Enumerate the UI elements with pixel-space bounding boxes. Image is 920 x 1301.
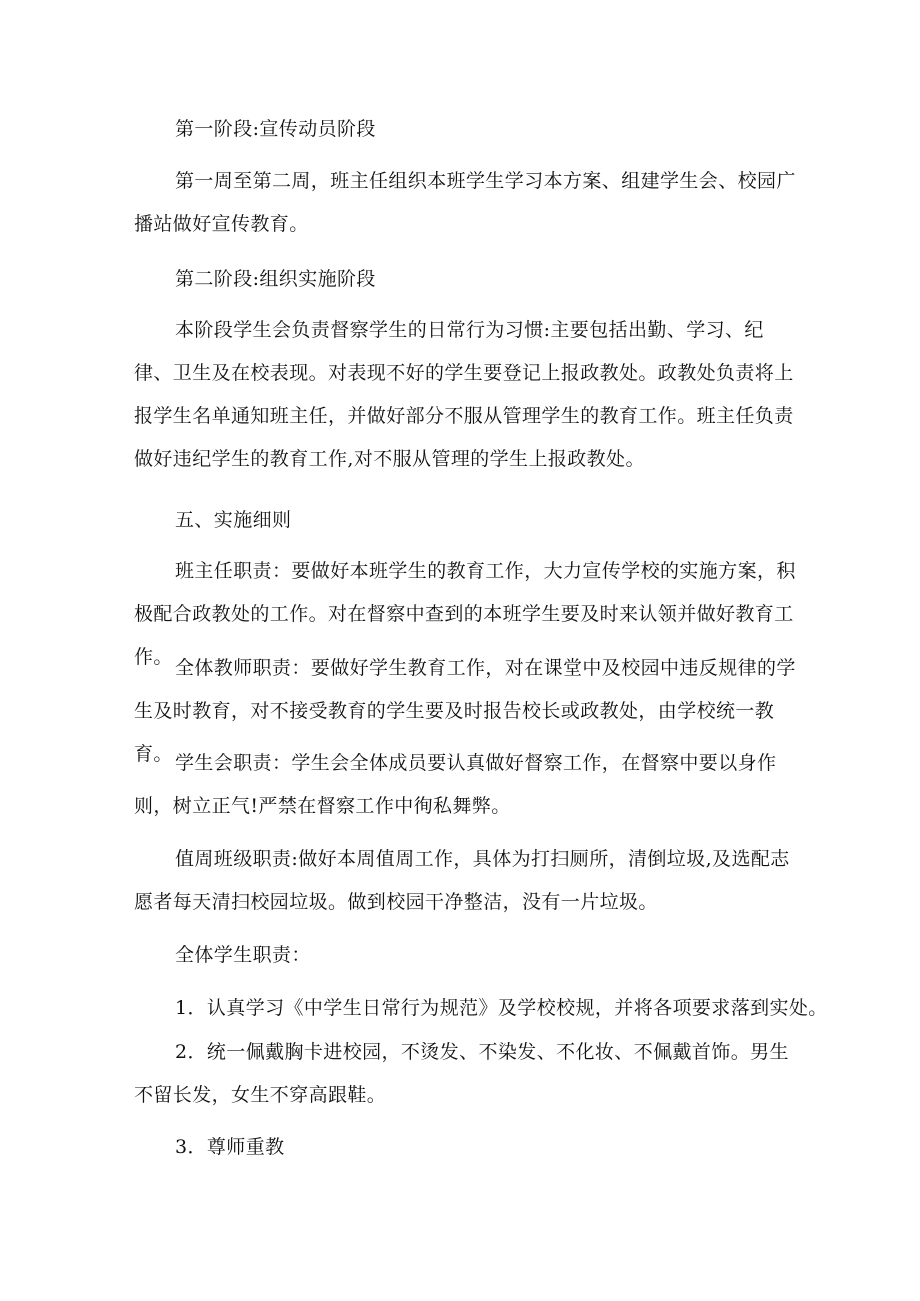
stage-two-paragraph: 本阶段学生会负责督察学生的日常行为习惯:主要包括出勤、学习、纪律、卫生及在校表现。对表现不好的学生要登记上报政教处。政教处负责将上报学生名单通知班主任，并做好部分不服从管理学生的教育工作。班主任负责做好违纪学生的教育工作,对不服从管理的学生上报政教处。 [134,319,794,470]
implementation-rules-heading: 五、实施细则 [175,509,292,531]
student-duty-item-1: 1．认真学习《中学生日常行为规范》及学校校规，并将各项要求落到实处。 [175,997,828,1019]
student-union-duties-paragraph: 学生会职责：学生会全体成员要认真做好督察工作，在督察中要以身作则，树立正气!严禁在督察工作中徇私舞弊。 [134,752,777,817]
student-duty-item-3: 3．尊师重教 [175,1136,285,1158]
all-students-duties-heading: 全体学生职责： [175,944,311,966]
duty-class-duties-paragraph: 值周班级职责:做好本周值周工作，具体为打扫厕所，清倒垃圾,及选配志愿者每天清扫校园垃圾。做到校园干净整洁，没有一片垃圾。 [134,848,790,913]
stage-one-heading: 第一阶段:宣传动员阶段 [175,118,376,140]
stage-one-paragraph: 第一周至第二周，班主任组织本班学生学习本方案、组建学生会、校园广播站做好宣传教育。 [134,170,796,235]
stage-two-heading: 第二阶段:组织实施阶段 [175,268,376,290]
student-duty-item-2: 2．统一佩戴胸卡进校园，不烫发、不染发、不化妆、不佩戴首饰。男生不留长发，女生不穿高跟鞋。 [134,1041,789,1106]
all-teachers-duties-paragraph: 全体教师职责：要做好学生教育工作，对在课堂中及校园中违反规律的学生及时教育，对不接受教育的学生要及时报告校长或政教处，由学校统一教育。 [134,657,796,765]
head-teacher-duties-paragraph: 班主任职责：要做好本班学生的教育工作，大力宣传学校的实施方案，积极配合政教处的工作。对在督察中查到的本班学生要及时来认领并做好教育工作。 [134,560,796,668]
